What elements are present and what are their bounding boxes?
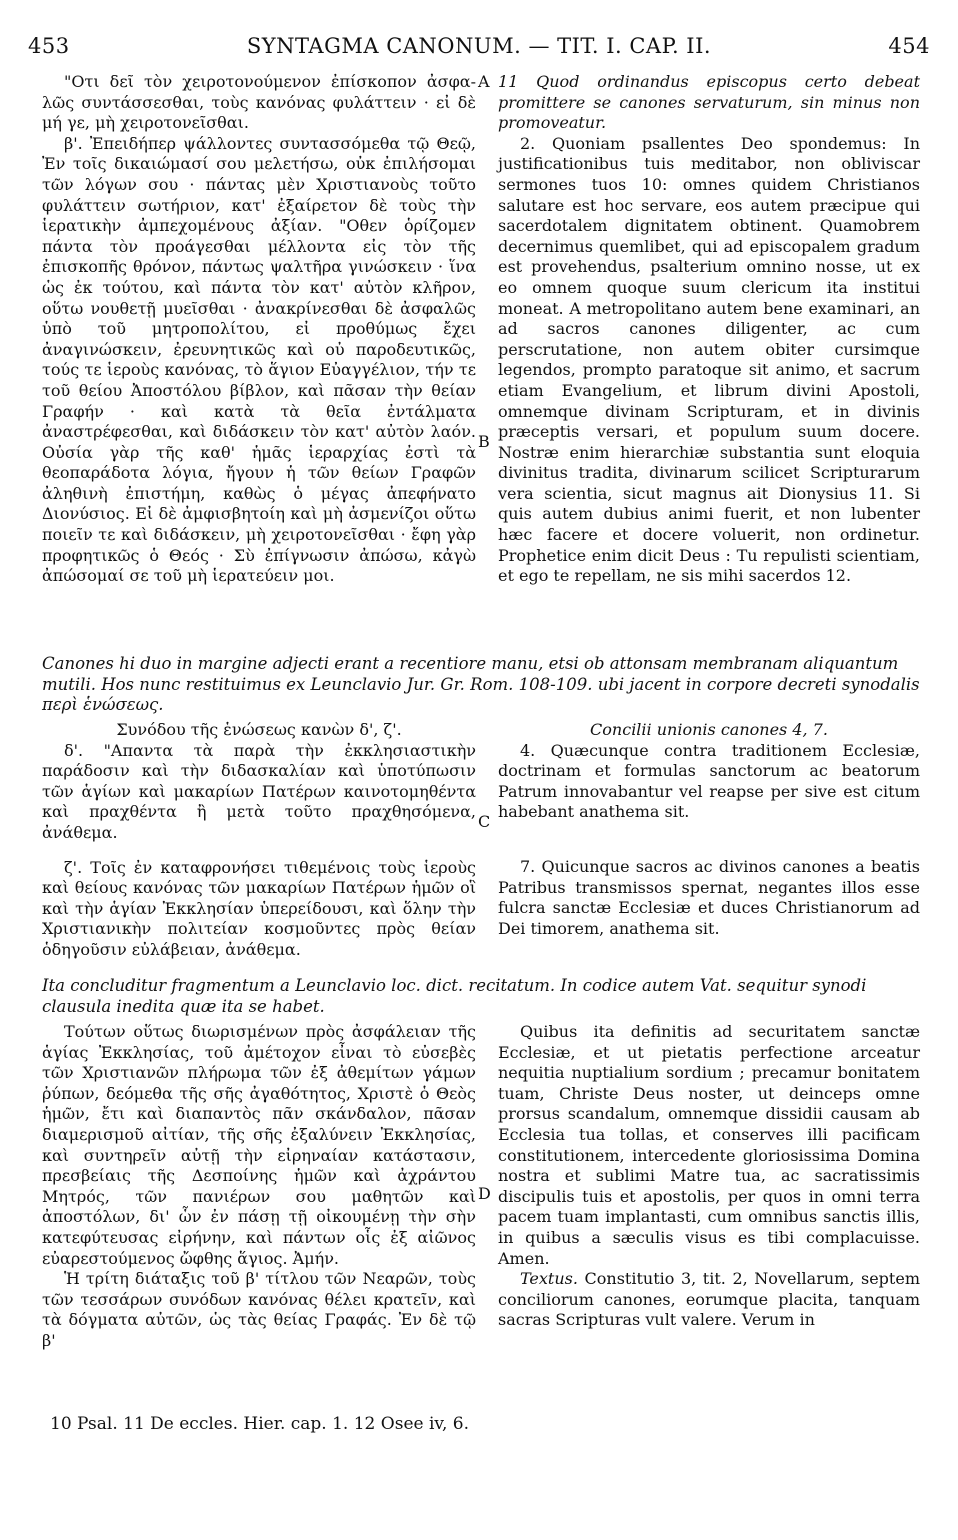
greek-canon-7: ζ'. Τοῖς ἐν καταφρονήσει τιθεμένοις τοὺς ἱεροὺς καὶ θείους κανόνας τῶν μακαρίων Πατέρων ἡμῶν οἳ καὶ τὴν ἁγίαν Ἐκκλησίαν ὑπερείδουσι, καὶ ὅλην τὴν Χριστιανικὴν πολιτείαν κοσμοῦντες πρὸς θείαν ὁδηγοῦσιν εὐλάβειαν, ἀνάθεμα. <box>42 857 476 959</box>
page-number-left: 453 <box>28 34 70 58</box>
page-number-right: 454 <box>888 34 930 58</box>
latin-column-clausula <box>498 1022 920 1331</box>
latin-column-canon-2 <box>498 72 920 652</box>
greek-novella: Ἡ τρίτη διάταξις τοῦ β' τίτλου τῶν Νεαρῶν, τοὺς τῶν τεσσάρων συνόδων κανόνας θέλει κρατεῖν, καὶ τὰ δόγματα αὐτῶν, ὡς τὰς θείας Γραφάς. Ἐν δὲ τῷ β' <box>42 1269 476 1350</box>
latin-novella: Constitutio 3, tit. 2, Novellarum, septem conciliorum canones, eorumque placita, tanquam sacras Scripturas vult valere. Verum in <box>498 1269 920 1330</box>
greek-paragraph: β'. Ἐπειδήπερ ψάλλοντες συντασσόμεθα τῷ Θεῷ, Ἐν τοῖς δικαιώμασί σου μελετήσω, οὐκ ἐπιλήσομαι τῶν λόγων σου · πάντας μὲν Χριστιανοὺς τοῦτο φυλάττειν σωτήριον, κατ' ἐξαίρετον δὲ τοὺς τὴν ἱερατικὴν ἀμπεχομένους ἀξίαν. "Οθεν ὁρίζομεν πάντα τὸν προάγεσθαι μέλλοντα εἰς τὸν τῆς ἐπισκοπῆς θρόνον, πάντως ψαλτῆρα γινώσκειν · ἵνα ὡς ἐκ τούτου, καὶ πάντα τὸν κατ' αὐτὸν κλῆρον, οὕτω νουθετῇ μυεῖσθαι · ἀνακρίνεσθαι δὲ ἀσφαλῶς ὑπὸ τοῦ μητροπολίτου, εἰ προθύμως ἔχει ἀναγινώσκειν, ἐρευνητικῶς καὶ οὐ παροδευτικῶς, τούς τε ἱεροὺς κανόνας, τὸ ἅγιον Εὐαγγέλιον, τήν τε τοῦ θείου Ἀποστόλου βίβλον, καὶ πᾶσαν τὴν θείαν Γραφήν · καὶ κατὰ τὰ θεῖα ἐντάλματα ἀναστρέφεσθαι, καὶ διδάσκειν τὸν κατ' αὐτὸν λαόν. Οὐσία γὰρ τῆς καθ' ἡμᾶς ἱεραρχίας ἐστὶ τὰ θεοπαράδοτα λόγια, ἤγουν ἡ τῶν θείων Γραφῶν ἀληθινὴ ἐπιστήμη, καθὼς ὁ μέγας ἀπεφήνατο Διονύσιος. Εἰ δὲ ἀμφισβητοίη καὶ μὴ ἀσμενίζοι οὕτω ποιεῖν τε καὶ διδάσκειν, μὴ χειροτονεῖσθαι · ἔφη γὰρ προφητικῶς ὁ Θεός · Σὺ ἐπίγνωσιν ἀπώσω, κἀγὼ ἀπώσομαί σε τοῦ μὴ ἱερατεύειν μοι. <box>42 133 476 586</box>
editorial-note-2: Ita concluditur fragmentum a Leunclavio loc. dict. recitatum. In codice autem Vat. sequitur synodi clausula inedita quæ ita se habet. <box>42 976 867 1016</box>
latin-clausula: Quibus ita definitis ad securitatem sanctæ Ecclesiæ, et ut pietatis perfectione arceatur nequitia nuptialium sordium ; precamur bonitatem tuam, Christe Deus noster, ut deinceps omne prorsus scandalum, omnemque dissidii causam ab Ecclesia tua tollas, et conserves illi pacificam constitutionem, intercedente gloriosissima Domina nostra et sublimi Matre tua, ac sacratissimis discipulis tuis et apostolis, per quos in omni terra pacem tuam implantasti, cum omnibus sanctis illis, in quibus a sæculis visus es tibi complacuisse. Amen. <box>498 1022 920 1268</box>
latin-column-union-canons <box>498 720 920 939</box>
greek-column-clausula <box>42 1022 476 1352</box>
latin-canon-4: 4. Quæcunque contra traditionem Ecclesiæ, doctrinam et formulas sanctorum ac beatorum Patrum innovabantur vel reapse per sive est citum habebant anathema sit. <box>498 740 920 822</box>
latin-canon-7: 7. Quicunque sacros ac divinos canones a beatis Patribus transmissos spernat, negantes illos esse fulcra sanctæ Ecclesiæ et duces Christianorum ad Dei timorem, anathema sit. <box>498 856 920 938</box>
editorial-note-1: Canones hi duo in margine adjecti erant a recentiore manu, etsi ob attonsam membranam aliquantum mutili. Hos nunc restituimus ex Leunclavio Jur. Gr. Rom. 108-109. ubi jacent in corpore decreti synodalis περὶ ἑνώσεως. <box>42 654 920 715</box>
margin-mark-c: C <box>478 812 491 831</box>
margin-mark-a: A <box>478 72 490 91</box>
latin-subheading: Concilii unionis canones 4, 7. <box>590 720 828 739</box>
greek-clausula: Τούτων οὕτως διωρισμένων πρὸς ἀσφάλειαν τῆς ἁγίας Ἐκκλησίας, τοῦ ἀμέτοχον εἶναι τὸ εὐσεβὲς τῶν Χριστιανῶν πλήρωμα τῶν ἐξ ἀθεμίτων γάμων ῥύπων, δεόμεθα τῆς σῆς ἀγαθότητος, Χριστὲ ὁ Θεὸς ἡμῶν, ἔτι καὶ διαπαντὸς πᾶν σκάνδαλον, πᾶσαν διαμερισμοῦ αἰτίαν, τῆς σῆς ἐξαλύνειν Ἐκκλησίας, καὶ συντηρεῖν αὐτῇ τὴν εἰρηναίαν κατάστασιν, πρεσβείαις τῆς Δεσποίνης ἡμῶν καὶ ἀχράντου Μητρός, τῶν πανιέρων σου μαθητῶν καὶ ἀποστόλων, δι' ὧν ἐν πάσῃ τῇ οἰκουμένῃ τὴν σὴν κατεφύτευσας εἰρήνην, καὶ πάντων οἷς ἐξ αἰῶνος εὐαρεστούμενος ὤφθης ἅγιος. Ἀμήν. <box>42 1022 476 1268</box>
running-header <box>28 34 930 64</box>
greek-column-union-canons <box>42 720 476 961</box>
margin-mark-d: D <box>478 1184 491 1203</box>
latin-heading: 11 Quod ordinandus episcopus certo debeat promittere se canones servaturum, sin minus non promoveatur. <box>498 72 920 133</box>
running-title: SYNTAGMA CANONUM. — TIT. I. CAP. II. <box>246 34 712 58</box>
margin-mark-b: B <box>478 432 490 451</box>
greek-column-canon-2 <box>42 72 476 652</box>
footnotes: 10 Psal. 11 De eccles. Hier. cap. 1. 12 Osee iv, 6. <box>50 1414 470 1434</box>
greek-canon-4: δ'. "Απαντα τὰ παρὰ τὴν ἐκκλησιαστικὴν παράδοσιν καὶ τὴν διδασκαλίαν καὶ ὑποτύπωσιν τῶν ἁγίων καὶ μακαρίων Πατέρων καινοτομηθέντα καὶ πραχθέντα ἢ μετὰ τοῦτο πραχθησόμενα, ἀνάθεμα. <box>42 740 476 842</box>
greek-subheading: Συνόδου τῆς ἑνώσεως κανὼν δ', ζ'. <box>116 720 402 739</box>
latin-paragraph: 2. Quoniam psallentes Deo spondemus: In justificationibus tuis meditabor, non obliviscar sermones tuos 10: omnes quidem Christianos salutare est hoc servare, eos autem præcipue qui sacerdotalem dignitatem obtinent. Quamobrem decernimus quemlibet, qui ad episcopalem gradum est provehendus, psalterium omnino nosse, ut ex eo omnem quoque suum clericum ita institui moneat. A metropolitano autem bene examinari, an ad sacros canones diligenter, ac cum perscrutatione, non autem obiter cursimque legendos, prompto paratoque sit animo, et sacrum etiam Evangelium, et librum divini Apostoli, omnemque divinam Scripturam, et in divinis præceptis versari, et populum suum docere. Nostræ enim hierarchiæ substantia sunt eloquia divinitus tradita, divinarum scilicet Scripturarum vera scientia, sicut magnus ait Dionysius 11. Si quis autem dubius animi fuerit, et non lubenter hæc facere et docere voluerit, non ordinetur. Prophetice enim dicit Deus : Tu repulisti scientiam, et ego te repellam, ne sis mihi sacerdos 12. <box>498 133 920 586</box>
greek-paragraph: "Οτι δεῖ τὸν χειροτονούμενον ἐπίσκοπον ἀσφα-λῶς συντάσσεσθαι, τοὺς κανόνας φυλάττειν · εἰ δὲ μή γε, μὴ χειροτονεῖσθαι. <box>42 72 476 133</box>
latin-textus-label: Textus. <box>520 1269 578 1289</box>
